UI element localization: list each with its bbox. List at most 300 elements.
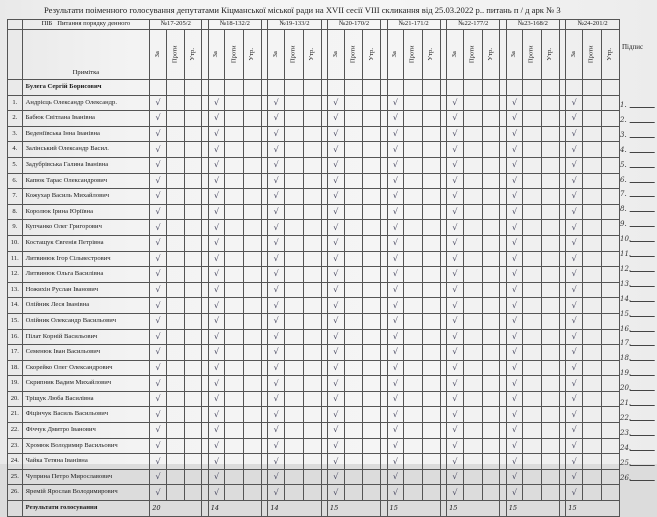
vote-for-cell <box>327 142 344 158</box>
vote-abstain-cell <box>542 126 560 142</box>
checkmark-icon: √ <box>452 456 458 466</box>
checkmark-icon: √ <box>571 207 577 217</box>
vote-against-cell <box>166 80 184 96</box>
vote-abstain-cell <box>363 329 381 345</box>
vote-for-cell <box>150 251 167 267</box>
vote-against-cell <box>225 189 244 205</box>
vote-for-cell <box>387 157 404 173</box>
vote-against-cell <box>404 95 423 111</box>
vote-against-cell <box>404 391 423 407</box>
vote-for-cell <box>506 345 523 361</box>
vote-abstain-cell <box>482 189 500 205</box>
vote-against-cell <box>523 142 542 158</box>
vote-abstain-cell <box>482 407 500 423</box>
vote-against-cell <box>166 220 184 236</box>
checkmark-icon: √ <box>392 331 398 341</box>
vote-for-cell <box>566 126 583 142</box>
vote-for-cell <box>387 423 404 439</box>
checkmark-icon: √ <box>155 129 161 139</box>
vote-abstain-cell <box>482 376 500 392</box>
vote-against-cell <box>523 80 542 96</box>
row-number <box>8 501 23 517</box>
checkmark-icon: √ <box>333 394 339 404</box>
row-number: 18. <box>8 360 23 376</box>
vote-abstain-cell <box>482 298 500 314</box>
vote-for-cell <box>566 469 583 485</box>
vote-against-cell <box>166 251 184 267</box>
vote-abstain-cell <box>303 157 321 173</box>
checkmark-icon: √ <box>512 394 518 404</box>
vote-against-cell <box>285 329 304 345</box>
signature-header: Підпис <box>622 43 644 51</box>
checkmark-icon: √ <box>214 238 220 248</box>
signature-scribble <box>629 114 657 123</box>
vote-against-cell <box>463 251 482 267</box>
vote-abstain-cell <box>542 360 560 376</box>
vote-abstain-cell <box>244 80 262 96</box>
vote-abstain-cell <box>423 189 441 205</box>
vote-abstain-cell <box>542 282 560 298</box>
checkmark-icon: √ <box>512 316 518 326</box>
signature-scribble <box>629 382 657 391</box>
vote-sub-label: За <box>212 51 220 58</box>
checkmark-icon: √ <box>214 425 220 435</box>
vote-for-cell <box>150 407 167 423</box>
vote-abstain-cell <box>303 142 321 158</box>
row-number: 3. <box>8 126 23 142</box>
vote-for-cell <box>506 126 523 142</box>
signature-number: 8. <box>620 205 627 214</box>
vote-for-cell <box>327 220 344 236</box>
vote-for-cell <box>566 251 583 267</box>
vote-total: 15 <box>447 501 500 517</box>
vote-abstain-cell <box>184 423 202 439</box>
vote-for-cell <box>208 173 225 189</box>
vote-against-cell <box>463 173 482 189</box>
signature-number: 12. <box>620 264 632 273</box>
vote-for-cell <box>327 204 344 220</box>
vote-sub-label: За <box>450 51 458 58</box>
vote-for-cell <box>506 204 523 220</box>
signature-number: 11. <box>620 250 632 258</box>
vote-against-cell <box>166 204 184 220</box>
vote-for-cell <box>387 251 404 267</box>
vote-against-cell <box>225 438 244 454</box>
checkmark-icon: √ <box>512 409 518 419</box>
checkmark-icon: √ <box>155 285 161 295</box>
member-name: Семенюк Іван Васильович <box>22 345 150 361</box>
checkmark-icon: √ <box>452 440 458 450</box>
checkmark-icon: √ <box>571 347 577 357</box>
vote-abstain-cell <box>542 454 560 470</box>
checkmark-icon: √ <box>273 269 279 279</box>
vote-abstain-cell <box>244 329 262 345</box>
member-name: Олійник Леся Іванівна <box>22 298 150 314</box>
vote-against-cell <box>344 111 363 127</box>
checkmark-icon: √ <box>214 207 220 217</box>
vote-against-cell <box>285 313 304 329</box>
vote-sub-label: Утр. <box>486 48 494 61</box>
vote-sub-label: Утр. <box>606 48 614 61</box>
vote-abstain-cell <box>423 142 441 158</box>
signature-scribble <box>629 233 657 242</box>
vote-abstain-cell <box>542 329 560 345</box>
vote-abstain-cell <box>303 485 321 501</box>
vote-abstain-cell <box>303 376 321 392</box>
vote-abstain-cell <box>184 173 202 189</box>
vote-abstain-cell <box>184 485 202 501</box>
checkmark-icon: √ <box>452 113 458 123</box>
vote-abstain-cell <box>542 142 560 158</box>
vote-abstain-cell <box>184 126 202 142</box>
vote-for-cell <box>208 126 225 142</box>
checkmark-icon: √ <box>512 300 518 310</box>
vote-against-cell <box>583 438 602 454</box>
vote-sub-header <box>285 30 304 80</box>
vote-for-cell <box>208 235 225 251</box>
vote-abstain-cell <box>184 407 202 423</box>
vote-against-cell <box>404 251 423 267</box>
vote-against-cell <box>225 376 244 392</box>
checkmark-icon: √ <box>512 253 518 263</box>
vote-for-cell <box>208 391 225 407</box>
vote-for-cell <box>566 298 583 314</box>
vote-abstain-cell <box>423 267 441 283</box>
vote-abstain-cell <box>363 80 381 96</box>
vote-against-cell <box>285 438 304 454</box>
vote-against-cell <box>225 142 244 158</box>
member-name: Андрієць Олександр Олександр. <box>22 95 150 111</box>
vote-sub-header <box>363 30 381 80</box>
table-row <box>8 111 620 127</box>
vote-against-cell <box>463 95 482 111</box>
vote-for-cell <box>447 111 464 127</box>
vote-against-cell <box>285 298 304 314</box>
vote-against-cell <box>523 329 542 345</box>
checkmark-icon: √ <box>155 378 161 388</box>
vote-sub-header <box>244 30 262 80</box>
vote-abstain-cell <box>244 298 262 314</box>
vote-against-cell <box>285 454 304 470</box>
vote-for-cell <box>506 267 523 283</box>
vote-for-cell <box>208 189 225 205</box>
vote-against-cell <box>166 329 184 345</box>
vote-abstain-cell <box>244 282 262 298</box>
vote-abstain-cell <box>482 360 500 376</box>
vote-abstain-cell <box>184 157 202 173</box>
vote-sub-label: Проти <box>289 45 297 64</box>
vote-sub-label: Проти <box>349 45 357 64</box>
vote-against-cell <box>344 407 363 423</box>
vote-against-cell <box>523 313 542 329</box>
vote-against-cell <box>344 126 363 142</box>
vote-for-cell <box>506 298 523 314</box>
checkmark-icon: √ <box>333 300 339 310</box>
vote-abstain-cell <box>184 111 202 127</box>
table-row <box>8 438 620 454</box>
vote-against-cell <box>344 173 363 189</box>
note-cell <box>22 30 150 80</box>
vote-sub-label: Утр. <box>546 48 554 61</box>
checkmark-icon: √ <box>333 191 339 201</box>
signature-number: 26. <box>620 473 632 482</box>
checkmark-icon: √ <box>452 347 458 357</box>
checkmark-icon: √ <box>452 253 458 263</box>
header-agenda <box>22 20 150 30</box>
vote-abstain-cell <box>601 189 619 205</box>
vote-for-cell <box>268 95 285 111</box>
checkmark-icon: √ <box>214 144 220 154</box>
checkmark-icon: √ <box>512 222 518 232</box>
table-row <box>8 313 620 329</box>
vote-against-cell <box>583 80 602 96</box>
signature-scribble <box>629 427 657 436</box>
checkmark-icon: √ <box>571 472 577 482</box>
vote-against-cell <box>344 329 363 345</box>
checkmark-icon: √ <box>155 160 161 170</box>
vote-abstain-cell <box>363 220 381 236</box>
vote-abstain-cell <box>244 376 262 392</box>
checkmark-icon: √ <box>214 97 220 107</box>
checkmark-icon: √ <box>155 331 161 341</box>
member-name: Капюк Тарас Олександрович <box>22 173 150 189</box>
vote-abstain-cell <box>363 485 381 501</box>
vote-sub-header <box>566 30 583 80</box>
vote-abstain-cell <box>482 267 500 283</box>
checkmark-icon: √ <box>512 144 518 154</box>
vote-abstain-cell <box>303 126 321 142</box>
vote-abstain-cell <box>184 469 202 485</box>
vote-against-cell <box>285 189 304 205</box>
vote-for-cell <box>506 282 523 298</box>
vote-against-cell <box>285 173 304 189</box>
vote-number-8: №24-201/2 <box>566 20 620 30</box>
vote-against-cell <box>344 282 363 298</box>
signature-number: 24. <box>620 443 632 452</box>
vote-against-cell <box>463 345 482 361</box>
vote-against-cell <box>225 126 244 142</box>
vote-abstain-cell <box>423 251 441 267</box>
checkmark-icon: √ <box>273 487 279 497</box>
table-row <box>8 95 620 111</box>
checkmark-icon: √ <box>214 316 220 326</box>
checkmark-icon: √ <box>214 378 220 388</box>
member-name: Скрипник Вадим Михайлович <box>22 376 150 392</box>
checkmark-icon: √ <box>452 238 458 248</box>
vote-abstain-cell <box>363 376 381 392</box>
checkmark-icon: √ <box>392 160 398 170</box>
checkmark-icon: √ <box>214 409 220 419</box>
vote-for-cell <box>268 345 285 361</box>
checkmark-icon: √ <box>571 129 577 139</box>
vote-against-cell <box>166 485 184 501</box>
vote-against-cell <box>404 485 423 501</box>
vote-against-cell <box>583 189 602 205</box>
vote-abstain-cell <box>244 189 262 205</box>
row-number: 2. <box>8 111 23 127</box>
vote-abstain-cell <box>482 157 500 173</box>
checkmark-icon: √ <box>392 316 398 326</box>
row-number: 24. <box>8 454 23 470</box>
vote-against-cell <box>583 204 602 220</box>
vote-against-cell <box>404 235 423 251</box>
vote-abstain-cell <box>363 313 381 329</box>
vote-sub-header <box>387 30 404 80</box>
vote-against-cell <box>523 485 542 501</box>
checkmark-icon: √ <box>273 191 279 201</box>
document-title: Результати поіменного голосування депутатами Кіцманської міської ради на XVII сесії VIII скликання від 25.03.2022 р.. питань п / д арк № 3 <box>44 5 561 15</box>
vote-for-cell <box>150 423 167 439</box>
vote-abstain-cell <box>601 298 619 314</box>
vote-for-cell <box>506 376 523 392</box>
vote-for-cell <box>506 220 523 236</box>
vote-against-cell <box>344 469 363 485</box>
member-name: Купчанко Олег Григорович <box>22 220 150 236</box>
checkmark-icon: √ <box>452 331 458 341</box>
checkmark-icon: √ <box>512 207 518 217</box>
vote-against-cell <box>523 423 542 439</box>
checkmark-icon: √ <box>333 425 339 435</box>
vote-for-cell <box>150 282 167 298</box>
vote-abstain-cell <box>363 142 381 158</box>
row-number: 25. <box>8 469 23 485</box>
checkmark-icon: √ <box>571 316 577 326</box>
vote-against-cell <box>404 126 423 142</box>
checkmark-icon: √ <box>333 144 339 154</box>
vote-abstain-cell <box>542 251 560 267</box>
vote-against-cell <box>166 376 184 392</box>
checkmark-icon: √ <box>452 362 458 372</box>
signature-number: 21. <box>620 399 632 407</box>
vote-against-cell <box>344 454 363 470</box>
checkmark-icon: √ <box>273 440 279 450</box>
vote-against-cell <box>463 485 482 501</box>
checkmark-icon: √ <box>155 253 161 263</box>
vote-number-7: №23-168/2 <box>506 20 559 30</box>
vote-against-cell <box>523 157 542 173</box>
member-name: Тріщук Люба Василівна <box>22 391 150 407</box>
vote-against-cell <box>583 173 602 189</box>
vote-against-cell <box>583 111 602 127</box>
vote-abstain-cell <box>601 313 619 329</box>
vote-against-cell <box>523 298 542 314</box>
row-number: 15. <box>8 313 23 329</box>
checkmark-icon: √ <box>512 347 518 357</box>
vote-abstain-cell <box>482 235 500 251</box>
vote-for-cell <box>268 157 285 173</box>
signature-number: 5. <box>620 160 627 169</box>
checkmark-icon: √ <box>273 472 279 482</box>
vote-against-cell <box>285 407 304 423</box>
vote-for-cell <box>566 204 583 220</box>
checkmark-icon: √ <box>273 253 279 263</box>
vote-number-6: №22-177/2 <box>447 20 500 30</box>
vote-for-cell <box>506 189 523 205</box>
vote-against-cell <box>463 376 482 392</box>
signature-scribble <box>629 203 657 212</box>
signature-scribble <box>629 442 657 451</box>
vote-abstain-cell <box>482 345 500 361</box>
vote-for-cell <box>150 220 167 236</box>
vote-for-cell <box>506 142 523 158</box>
header-blank-2 <box>8 30 23 80</box>
vote-for-cell <box>387 469 404 485</box>
vote-for-cell <box>208 485 225 501</box>
vote-against-cell <box>404 173 423 189</box>
vote-abstain-cell <box>601 391 619 407</box>
vote-sub-header <box>542 30 560 80</box>
checkmark-icon: √ <box>571 269 577 279</box>
vote-for-cell <box>268 423 285 439</box>
vote-abstain-cell <box>542 220 560 236</box>
vote-for-cell <box>150 313 167 329</box>
vote-abstain-cell <box>542 438 560 454</box>
checkmark-icon: √ <box>571 378 577 388</box>
vote-for-cell <box>387 298 404 314</box>
checkmark-icon: √ <box>571 285 577 295</box>
vote-abstain-cell <box>482 173 500 189</box>
vote-abstain-cell <box>423 111 441 127</box>
table-row <box>8 469 620 485</box>
vote-against-cell <box>404 360 423 376</box>
row-number: 11. <box>8 251 23 267</box>
checkmark-icon: √ <box>155 394 161 404</box>
vote-against-cell <box>404 111 423 127</box>
member-name: Пілат Корній Васильович <box>22 329 150 345</box>
checkmark-icon: √ <box>512 113 518 123</box>
vote-abstain-cell <box>542 204 560 220</box>
vote-total: 15 <box>506 501 559 517</box>
vote-abstain-cell <box>601 485 619 501</box>
vote-abstain-cell <box>184 251 202 267</box>
checkmark-icon: √ <box>273 331 279 341</box>
vote-for-cell <box>208 282 225 298</box>
checkmark-icon: √ <box>392 113 398 123</box>
row-number: 26. <box>8 485 23 501</box>
vote-abstain-cell <box>244 173 262 189</box>
checkmark-icon: √ <box>273 316 279 326</box>
vote-sub-header <box>523 30 542 80</box>
signature-number: 18. <box>620 354 632 363</box>
vote-sub-header <box>344 30 363 80</box>
vote-against-cell <box>404 345 423 361</box>
vote-against-cell <box>344 345 363 361</box>
checkmark-icon: √ <box>452 487 458 497</box>
vote-for-cell <box>447 80 464 96</box>
vote-for-cell <box>150 80 167 96</box>
vote-total: 15 <box>387 501 440 517</box>
checkmark-icon: √ <box>333 207 339 217</box>
vote-for-cell <box>327 282 344 298</box>
vote-abstain-cell <box>303 298 321 314</box>
vote-abstain-cell <box>184 438 202 454</box>
row-number: 5. <box>8 157 23 173</box>
table-row <box>8 267 620 283</box>
vote-for-cell <box>506 235 523 251</box>
checkmark-icon: √ <box>571 191 577 201</box>
vote-for-cell <box>566 329 583 345</box>
vote-for-cell <box>208 220 225 236</box>
vote-for-cell <box>447 329 464 345</box>
row-number: 22. <box>8 423 23 439</box>
vote-abstain-cell <box>184 282 202 298</box>
vote-abstain-cell <box>363 298 381 314</box>
checkmark-icon: √ <box>273 207 279 217</box>
vote-against-cell <box>523 267 542 283</box>
vote-for-cell <box>268 376 285 392</box>
checkmark-icon: √ <box>273 425 279 435</box>
vote-for-cell <box>150 454 167 470</box>
